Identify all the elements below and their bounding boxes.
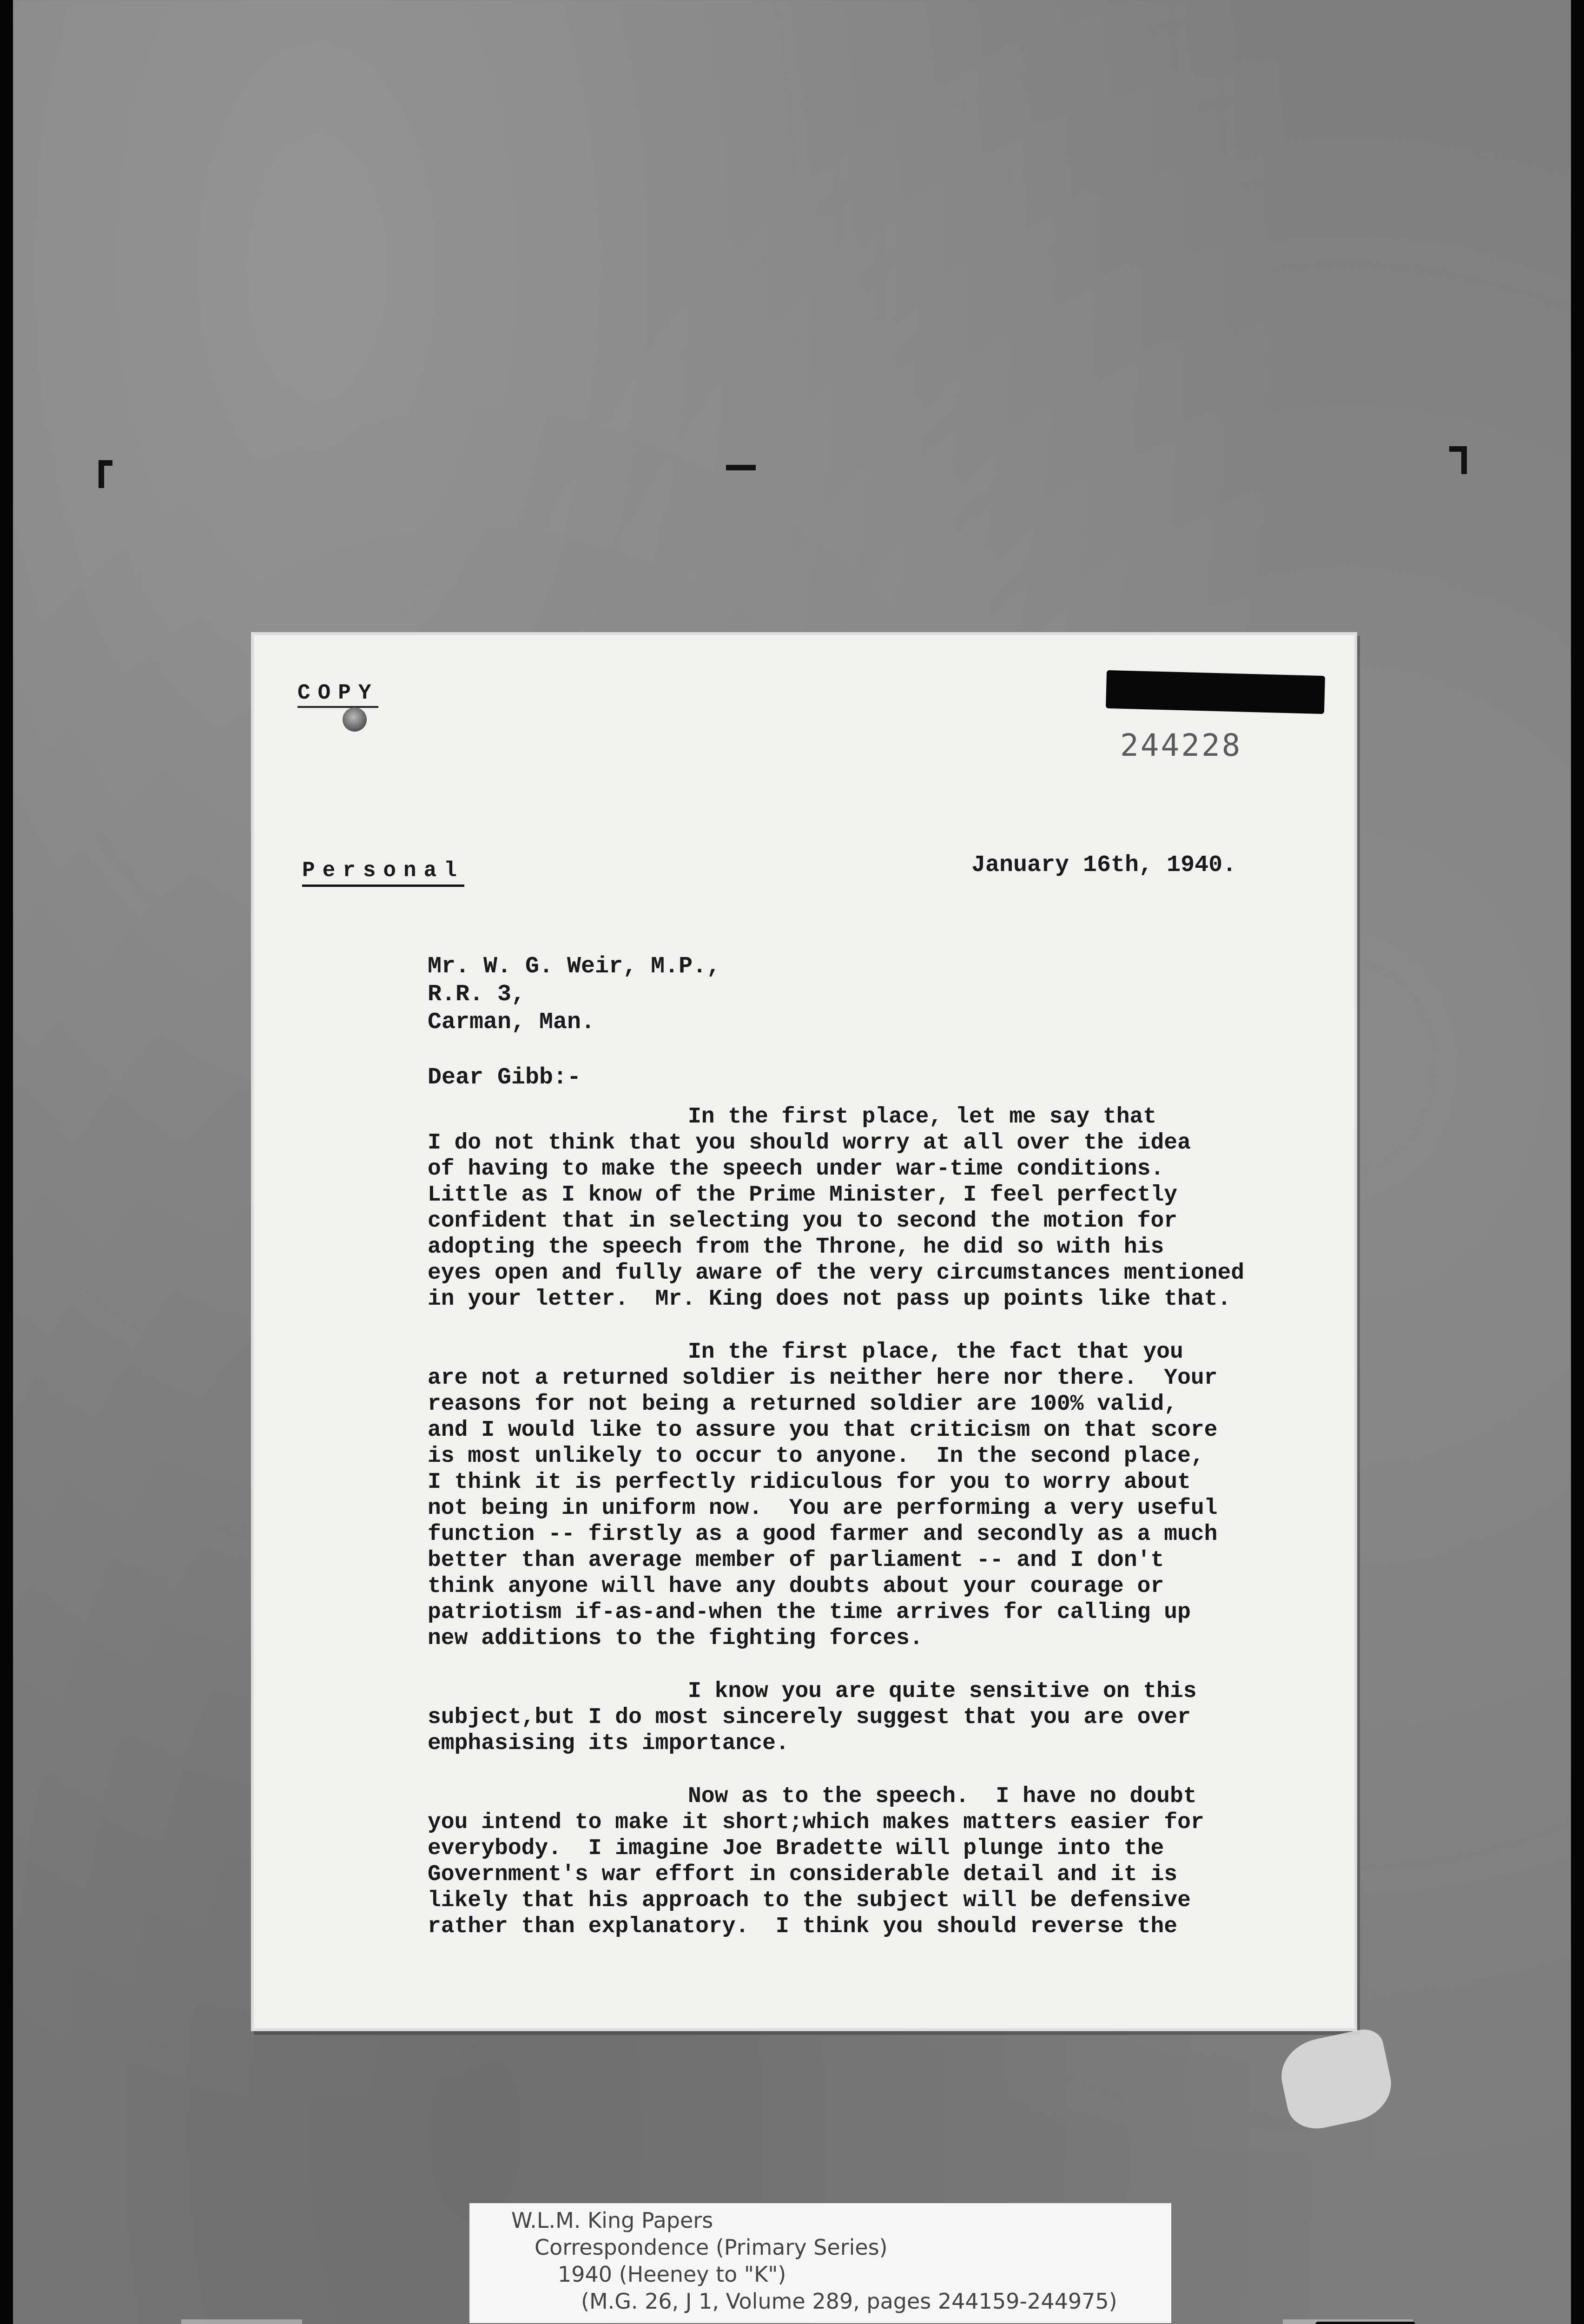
text-line: In the first place, let me say that xyxy=(688,1104,1157,1129)
paragraph-3 xyxy=(428,1678,1320,1756)
archive-label-line: Correspondence (Primary Series) xyxy=(535,2235,888,2260)
film-edge-left xyxy=(0,0,13,2324)
text-line: function -- firstly as a good farmer and secondly as a much xyxy=(428,1522,1218,1547)
punch-hole-icon xyxy=(343,707,367,732)
film-edge-right xyxy=(1571,0,1584,2324)
text-line: patriotism if-as-and-when the time arrives for calling up xyxy=(428,1600,1191,1625)
text-line: are not a returned soldier is neither here nor there. Your xyxy=(428,1366,1218,1391)
archive-label-line: 1940 (Heeney to "K") xyxy=(558,2262,786,2287)
text-line: likely that his approach to the subject will be defensive xyxy=(428,1888,1191,1913)
text-line: reasons for not being a returned soldier are 100% valid, xyxy=(428,1392,1178,1417)
archive-label-line: W.L.M. King Papers xyxy=(511,2208,713,2233)
redaction-bar xyxy=(1106,670,1325,714)
recipient-address xyxy=(428,953,720,1037)
classification-label: Personal xyxy=(302,858,464,887)
text-line: new additions to the fighting forces. xyxy=(428,1626,923,1651)
text-line: Government's war effort in considerable detail and it is xyxy=(428,1862,1178,1887)
address-line: R.R. 3, xyxy=(428,981,526,1008)
text-line: you intend to make it short;which makes matters easier for xyxy=(428,1810,1204,1835)
text-line: confident that in selecting you to second the motion for xyxy=(428,1208,1178,1234)
address-line: Mr. W. G. Weir, M.P., xyxy=(428,953,721,980)
text-line: emphasising its importance. xyxy=(428,1731,789,1756)
text-line: eyes open and fully aware of the very circumstances mentioned xyxy=(428,1261,1245,1286)
text-line: Now as to the speech. I have no doubt xyxy=(688,1784,1197,1809)
archives-logo-icon xyxy=(1315,2322,1415,2324)
paragraph-1 xyxy=(428,1104,1320,1312)
text-line: in your letter. Mr. King does not pass up points like that. xyxy=(428,1287,1231,1312)
text-line: not being in uniform now. You are performing a very useful xyxy=(428,1496,1218,1521)
text-line: better than average member of parliament -- and I don't xyxy=(428,1548,1164,1573)
letter-date: January 16th, 1940. xyxy=(971,852,1237,878)
letter-page xyxy=(251,632,1357,2031)
registration-mark-center xyxy=(726,465,756,470)
paragraph-2 xyxy=(428,1339,1320,1651)
text-line: In the first place, the fact that you xyxy=(688,1340,1183,1365)
text-line: Little as I know of the Prime Minister, I feel perfectly xyxy=(428,1182,1178,1208)
text-line: I know you are quite sensitive on this xyxy=(688,1679,1197,1704)
address-line: Carman, Man. xyxy=(428,1009,595,1036)
text-line: I do not think that you should worry at all over the idea xyxy=(428,1130,1191,1155)
text-line: think anyone will have any doubts about your courage or xyxy=(428,1574,1164,1599)
copy-label: COPY xyxy=(297,681,378,708)
text-line: rather than explanatory. I think you should reverse the xyxy=(428,1914,1178,1939)
salutation: Dear Gibb:- xyxy=(428,1064,581,1091)
text-line: subject,but I do most sincerely suggest that you are over xyxy=(428,1705,1191,1730)
text-line: adopting the speech from the Throne, he did so with his xyxy=(428,1235,1164,1260)
text-line: of having to make the speech under war-time conditions. xyxy=(428,1156,1164,1182)
registration-mark-left-top xyxy=(99,460,112,466)
letter-body xyxy=(428,1104,1320,1967)
text-line: I think it is perfectly ridiculous for you to worry about xyxy=(428,1470,1191,1495)
tape-strip xyxy=(181,2319,302,2324)
text-line: everybody. I imagine Joe Bradette will plunge into the xyxy=(428,1836,1164,1861)
text-line: and I would like to assure you that criticism on that score xyxy=(428,1418,1218,1443)
archive-reference-label xyxy=(469,2203,1171,2323)
text-line: is most unlikely to occur to anyone. In the second place, xyxy=(428,1444,1204,1469)
file-number: 244228 xyxy=(1120,727,1242,763)
paragraph-4 xyxy=(428,1783,1320,1940)
paper-scrap xyxy=(1275,2026,1398,2134)
registration-mark-right-top xyxy=(1449,446,1467,452)
archive-label-line: (M.G. 26, J 1, Volume 289, pages 244159-244975) xyxy=(581,2289,1117,2314)
